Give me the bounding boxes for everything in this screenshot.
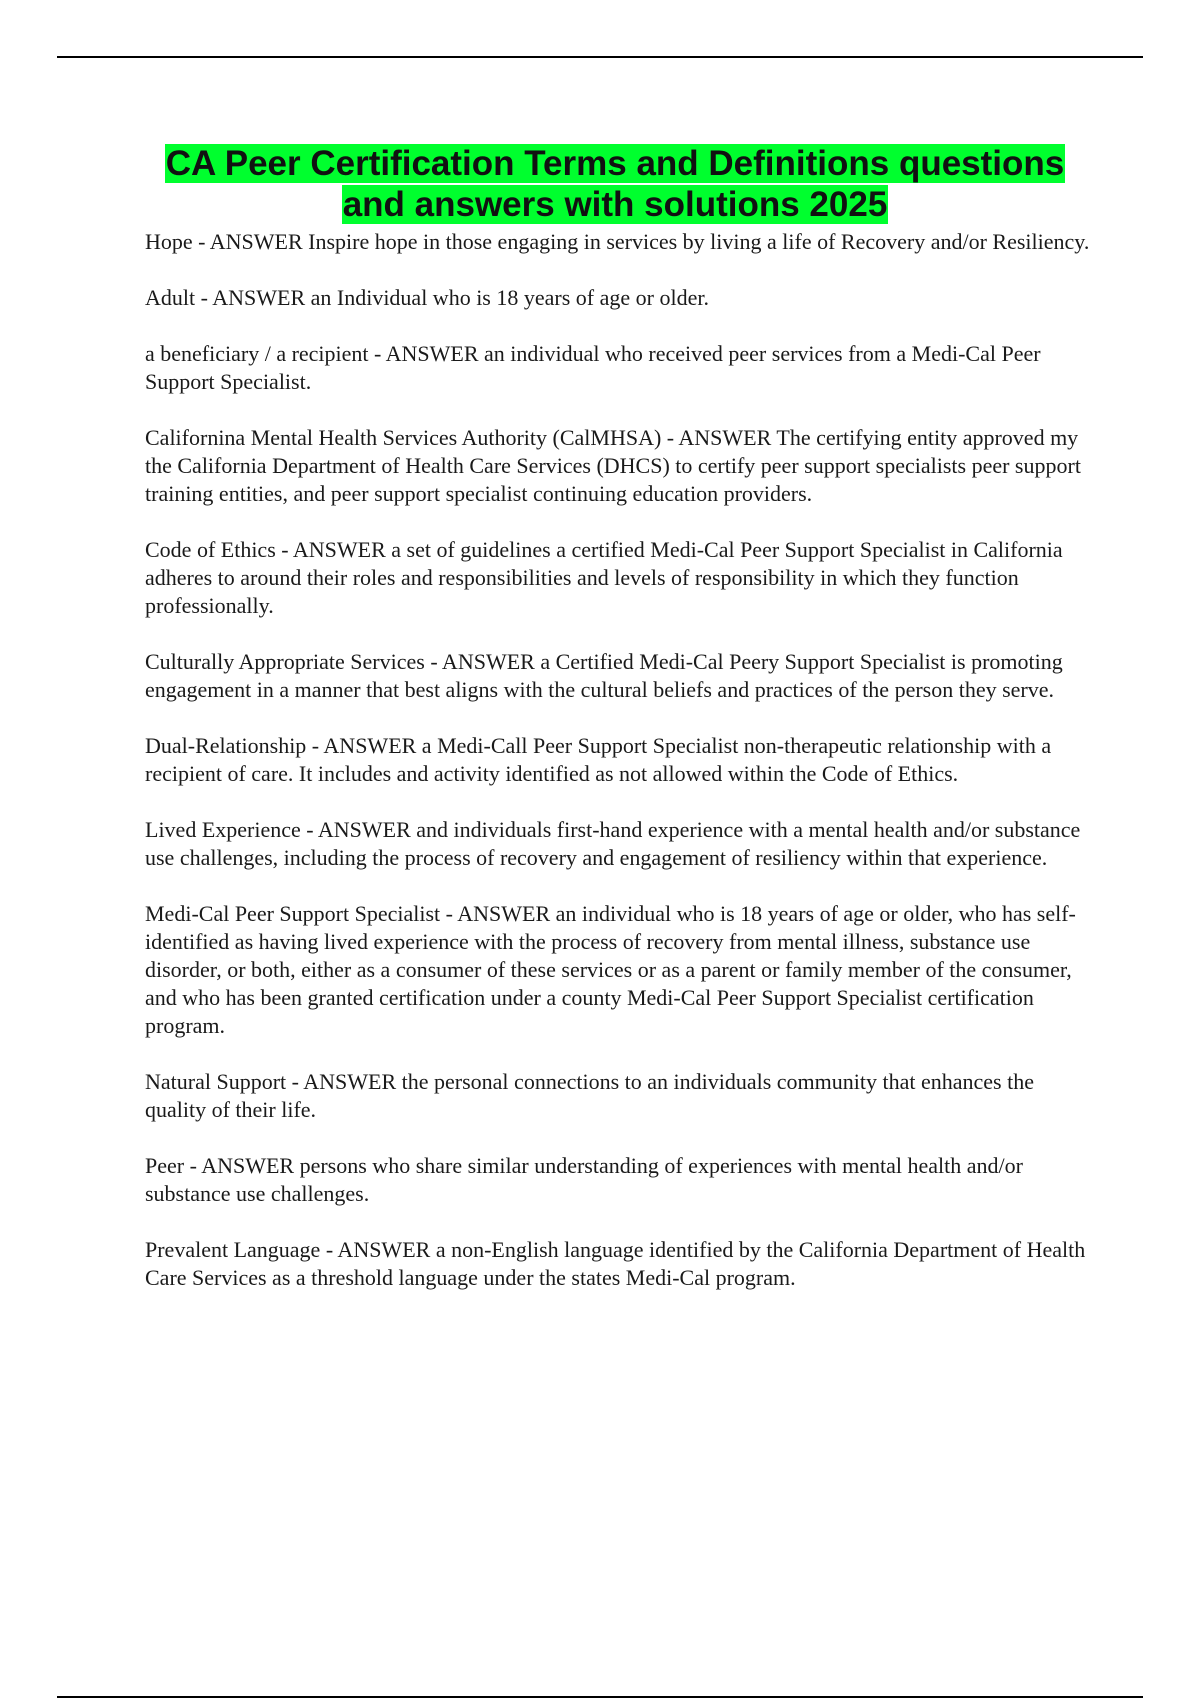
- definition-entry: Prevalent Language - ANSWER a non-English language identified by the California Department of Health Care Services as a threshold language under the states Medi-Cal program.: [145, 1237, 1086, 1290]
- definition-entry: Dual-Relationship - ANSWER a Medi-Call Peer Support Specialist non-therapeutic relationship with a recipient of care. It includes and activity identified as not allowed within the Code of Ethics.: [145, 733, 1052, 786]
- definition-entry: Natural Support - ANSWER the personal connections to an individuals community that enhances the quality of their life.: [145, 1069, 1034, 1122]
- definition-entry: Lived Experience - ANSWER and individuals first-hand experience with a mental health and/or substance use challenges, including the process of recovery and engagement of resiliency within that experience.: [145, 817, 1081, 870]
- definition-entry: Code of Ethics - ANSWER a set of guidelines a certified Medi-Cal Peer Support Specialist in California adheres to around their roles and responsibilities and levels of responsibility in which they function professionally.: [145, 537, 1063, 618]
- definition-entry: Peer - ANSWER persons who share similar understanding of experiences with mental health and/or substance use challenges.: [145, 1153, 1023, 1206]
- definition-entry: Culturally Appropriate Services - ANSWER a Certified Medi-Cal Peery Support Specialist is promoting engagement in a manner that best aligns with the cultural beliefs and practices of the person they serve.: [145, 649, 1063, 702]
- definition-entry: Californina Mental Health Services Authority (CalMHSA) - ANSWER The certifying entity approved my the California Department of Health Care Services (DHCS) to certify peer support specialists peer support training entities, and peer support specialist continuing education providers.: [145, 425, 1081, 506]
- page-title-text: CA Peer Certification Terms and Definitions questions and answers with solutions 2025: [165, 144, 1065, 224]
- bottom-divider: [57, 1696, 1143, 1698]
- definitions-list: [145, 228, 1090, 1320]
- definition-entry: Hope - ANSWER Inspire hope in those engaging in services by living a life of Recovery and/or Resiliency.: [145, 229, 1090, 254]
- page-title: [140, 143, 1090, 225]
- definition-entry: Medi-Cal Peer Support Specialist - ANSWER an individual who is 18 years of age or older, who has self-identified as having lived experience with the process of recovery from mental illness, substance use disorder, or both, either as a consumer of these services or as a parent or family member of the consumer, and who has been granted certification under a county Medi-Cal Peer Support Specialist certification program.: [145, 901, 1076, 1038]
- top-divider: [57, 56, 1143, 58]
- definition-entry: a beneficiary / a recipient - ANSWER an individual who received peer services from a Medi-Cal Peer Support Specialist.: [145, 341, 1041, 394]
- definition-entry: Adult - ANSWER an Individual who is 18 years of age or older.: [145, 285, 709, 310]
